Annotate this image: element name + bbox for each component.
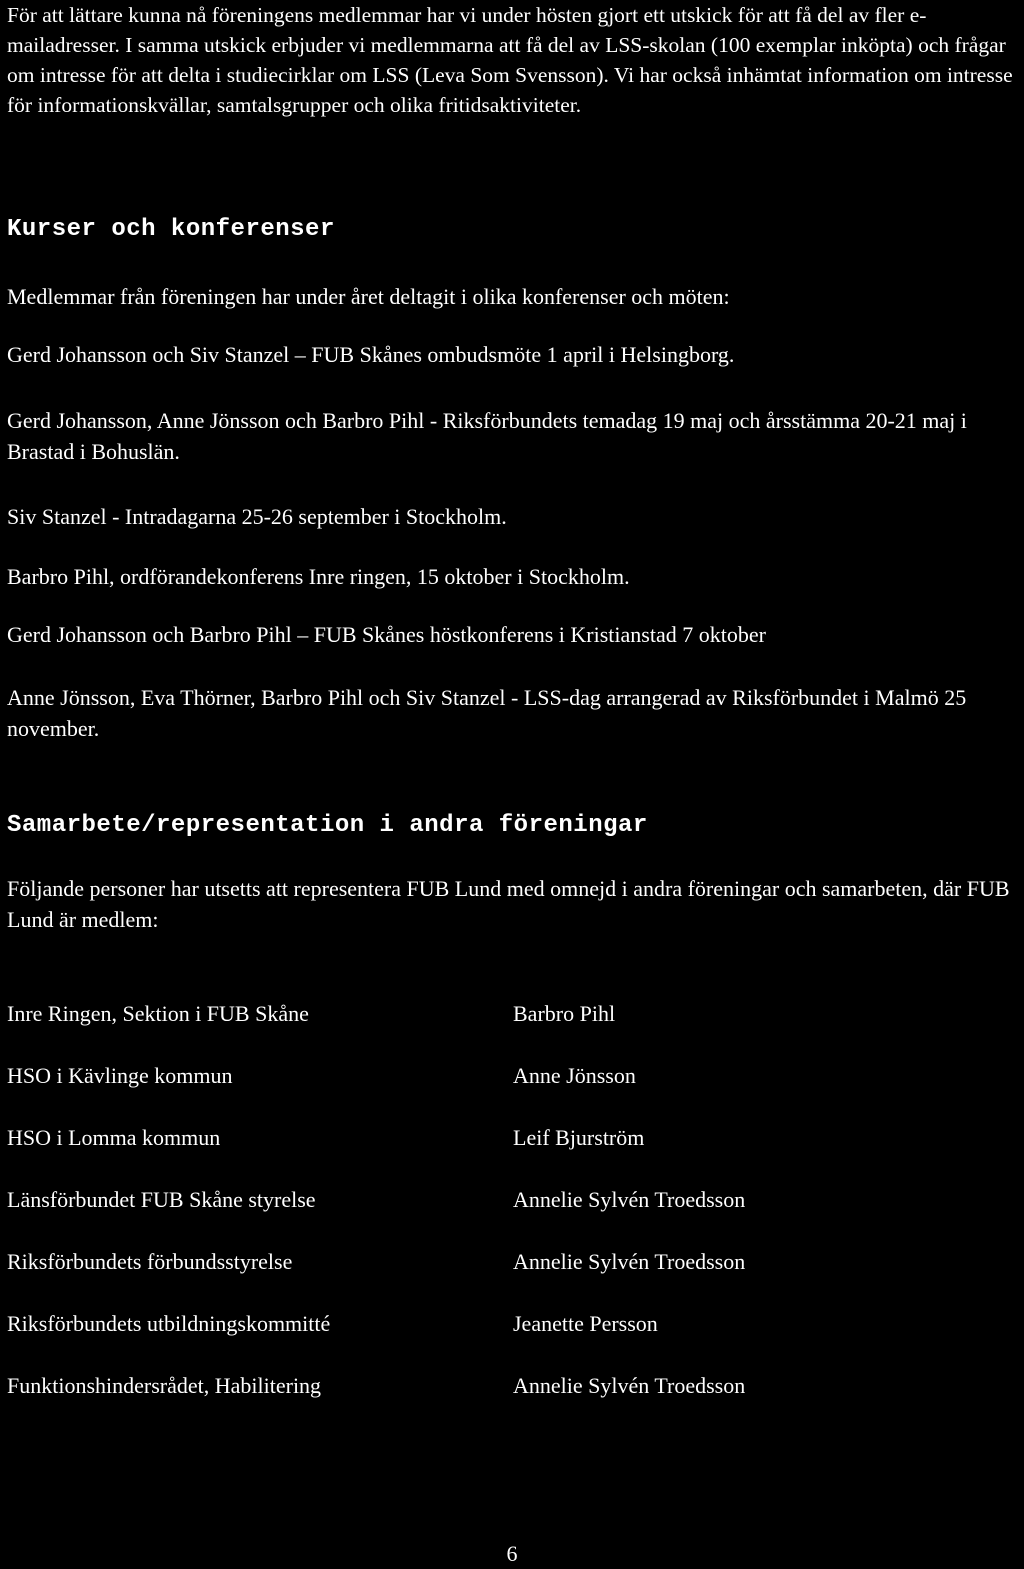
representative-name: Barbro Pihl [513, 1001, 616, 1026]
representative-name: Anne Jönsson [513, 1063, 636, 1088]
cooperation-heading: Samarbete/representation i andra föreningar [7, 812, 648, 839]
organization-name: HSO i Lomma kommun [7, 1125, 221, 1150]
course-item: Gerd Johansson och Siv Stanzel – FUB Skånes ombudsmöte 1 april i Helsingborg. [7, 342, 735, 367]
representation-row [7, 1370, 1007, 1432]
course-item: Gerd Johansson, Anne Jönsson och Barbro Pihl - Riksförbundets temadag 19 maj och årsstämma 20-21 maj i Brastad i Bohuslän. [7, 408, 967, 464]
representative-name: Leif Bjurström [513, 1125, 645, 1150]
representative-name: Annelie Sylvén Troedsson [513, 1187, 746, 1212]
representative-name: Annelie Sylvén Troedsson [513, 1373, 746, 1398]
representation-row [7, 1308, 1007, 1370]
page-number: 6 [506, 1541, 518, 1566]
organization-name: Riksförbundets förbundsstyrelse [7, 1249, 293, 1274]
organization-name: Funktionshindersrådet, Habilitering [7, 1373, 322, 1398]
representation-row [7, 1184, 1007, 1246]
courses-heading: Kurser och konferenser [7, 216, 335, 243]
cooperation-lead: Följande personer har utsetts att representera FUB Lund med omnejd i andra föreningar och samarbeten, där FUB Lund är medlem: [7, 876, 1010, 932]
representative-name: Annelie Sylvén Troedsson [513, 1249, 746, 1274]
course-item: Barbro Pihl, ordförandekonferens Inre ringen, 15 oktober i Stockholm. [7, 564, 630, 589]
representation-row [7, 1122, 1007, 1184]
representation-list [7, 998, 1007, 1432]
organization-name: Länsförbundet FUB Skåne styrelse [7, 1187, 316, 1212]
representation-row [7, 1060, 1007, 1122]
course-item: Siv Stanzel - Intradagarna 25-26 september i Stockholm. [7, 504, 507, 529]
course-item: Gerd Johansson och Barbro Pihl – FUB Skånes höstkonferens i Kristianstad 7 oktober [7, 622, 766, 647]
representative-name: Jeanette Persson [513, 1311, 658, 1336]
representation-row [7, 1246, 1007, 1308]
organization-name: Inre Ringen, Sektion i FUB Skåne [7, 1001, 309, 1026]
course-item: Anne Jönsson, Eva Thörner, Barbro Pihl och Siv Stanzel - LSS-dag arrangerad av Riksförbundet i Malmö 25 november. [7, 685, 967, 741]
representation-row [7, 998, 1007, 1060]
organization-name: Riksförbundets utbildningskommitté [7, 1311, 331, 1336]
organization-name: HSO i Kävlinge kommun [7, 1063, 233, 1088]
intro-paragraph: För att lättare kunna nå föreningens medlemmar har vi under hösten gjort ett utskick för att få del av fler e-mailadresser. I samma utskick erbjuder vi medlemmarna att få del av LSS-skolan (100 exemplar inköpta) och frågar om intresse för att delta i studiecirklar om LSS (Leva Som Svensson). Vi har också inhämtat information om intresse för informationskvällar, samtalsgrupper och olika fritidsaktiviteter. [7, 3, 1013, 117]
courses-lead: Medlemmar från föreningen har under året deltagit i olika konferenser och möten: [7, 284, 730, 309]
